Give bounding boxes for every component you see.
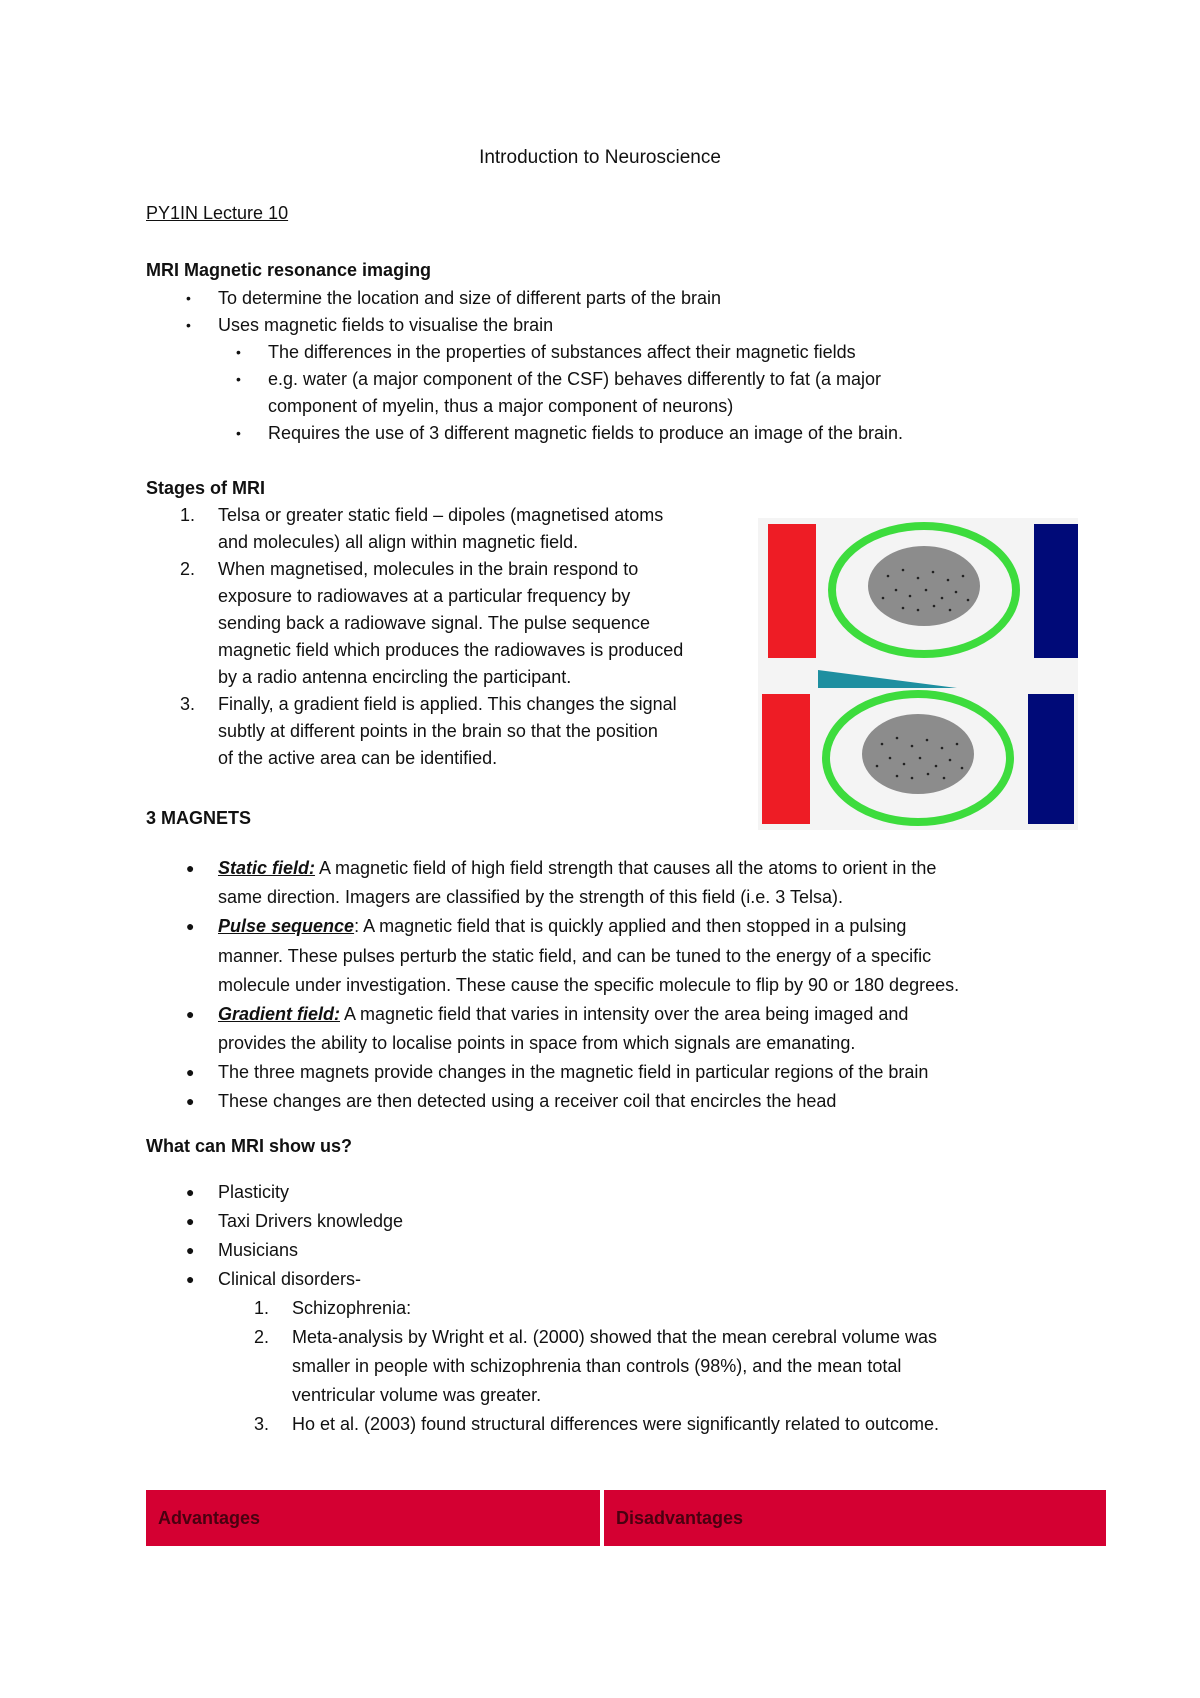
clinical-number-1: 1. [254,1298,270,1318]
stage-3-line-b: subtly at different points in the brain so that the position [218,721,658,741]
stage-1-line-a: Telsa or greater static field – dipoles (magnetised atoms [218,505,664,525]
stage-3-line-c: of the active area can be identified. [218,748,498,768]
mri-magnets-figure [758,518,1078,830]
clinical-item-1: Schizophrenia: [292,1298,412,1318]
page-title: Introduction to Neuroscience [479,147,721,168]
show-bullet-1: Plasticity [218,1182,290,1202]
static-field-term: Static field: [218,858,316,878]
static-field-line-b: same direction. Imagers are classified by the strength of this field (i.e. 3 Telsa). [218,887,843,907]
mri-bullet-2: Uses magnetic fields to visualise the brain [218,315,554,335]
pulse-sequence-term: Pulse sequence [218,916,355,936]
pulse-sequence-line-c: molecule under investigation. These cause the specific molecule to flip by 90 or 180 degrees. [218,975,960,995]
bullet-icon: • [236,371,241,387]
mri-sub-bullet-1: The differences in the properties of substances affect their magnetic fields [268,342,856,362]
bullet-icon: • [236,425,241,441]
show-bullet-2: Taxi Drivers knowledge [218,1211,404,1231]
bullet-icon: ● [186,1213,195,1229]
stage-2-line-d: magnetic field which produces the radiowaves is produced [218,640,684,660]
clinical-number-2: 2. [254,1327,270,1347]
mri-sub-bullet-3: Requires the use of 3 different magnetic fields to produce an image of the brain. [268,423,904,443]
stage-3-line-a: Finally, a gradient field is applied. This changes the signal [218,694,677,714]
gradient-field-text: A magnetic field that varies in intensity over the area being imaged and [340,1004,909,1024]
bullet-icon: ● [186,1006,195,1022]
magnets-bullet-4: The three magnets provide changes in the magnetic field in particular regions of the brain [218,1062,929,1082]
advantages-header: Advantages [146,1490,600,1546]
bullet-icon: ● [186,1064,195,1080]
mri-sub-bullet-2a: e.g. water (a major component of the CSF) behaves differently to fat (a major [268,369,881,389]
clinical-item-2a: Meta-analysis by Wright et al. (2000) showed that the mean cerebral volume was [292,1327,937,1347]
magnet-left-bottom [762,694,810,824]
stage-2-line-a: When magnetised, molecules in the brain respond to [218,559,639,579]
bullet-icon: ● [186,1271,195,1287]
stage-1-line-b: and molecules) all align within magnetic field. [218,532,579,552]
static-field-line-a [218,856,936,880]
clinical-item-2c: ventricular volume was greater. [292,1385,542,1405]
stage-number-2: 2. [180,559,196,579]
gradient-field-line-a [218,1002,908,1026]
magnet-right-top [1034,524,1078,658]
clinical-item-3: Ho et al. (2003) found structural differences were significantly related to outcome. [292,1414,940,1434]
gradient-field-term: Gradient field: [218,1004,341,1024]
lecture-label: PY1IN Lecture 10 [146,203,289,223]
head-bottom [862,714,974,794]
disadvantages-header: Disadvantages [604,1490,1106,1546]
magnet-right-bottom [1028,694,1074,824]
bullet-icon: • [186,317,191,333]
bullet-icon: ● [186,918,195,934]
bullet-icon: ● [186,1242,195,1258]
clinical-number-3: 3. [254,1414,270,1434]
bullet-icon: • [186,290,191,306]
stage-2-line-b: exposure to radiowaves at a particular frequency by [218,586,631,606]
magnets-heading: 3 MAGNETS [146,808,252,828]
clinical-item-2b: smaller in people with schizophrenia than controls (98%), and the mean total [292,1356,902,1376]
static-field-text: A magnetic field of high field strength that causes all the atoms to orient in the [315,858,937,878]
bullet-icon: ● [186,1184,195,1200]
stage-2-line-e: by a radio antenna encircling the participant. [218,667,572,687]
bullet-icon: ● [186,1093,195,1109]
pulse-sequence-text: : A magnetic field that is quickly applied and then stopped in a pulsing [354,916,907,936]
head-top [868,546,980,626]
magnets-bullet-5: These changes are then detected using a receiver coil that encircles the head [218,1091,837,1111]
bullet-icon: • [236,344,241,360]
advantages-table [146,1490,1106,1546]
gradient-field-line-b: provides the ability to localise points in space from which signals are emanating. [218,1033,856,1053]
pulse-sequence-line-b: manner. These pulses perturb the static field, and can be tuned to the energy of a specific [218,946,932,966]
magnet-left-top [768,524,816,658]
mri-bullet-1: To determine the location and size of different parts of the brain [218,288,721,308]
mri-heading: MRI Magnetic resonance imaging [146,260,432,280]
show-bullet-4: Clinical disorders- [218,1269,362,1289]
stage-number-1: 1. [180,505,196,525]
show-heading: What can MRI show us? [146,1136,353,1156]
mri-sub-bullet-2b: component of myelin, thus a major component of neurons) [268,396,734,416]
stage-number-3: 3. [180,694,196,714]
show-bullet-3: Musicians [218,1240,299,1260]
bullet-icon: ● [186,860,195,876]
stage-2-line-c: sending back a radiowave signal. The pulse sequence [218,613,650,633]
pulse-sequence-line-a [218,914,906,938]
stages-heading: Stages of MRI [146,478,266,498]
